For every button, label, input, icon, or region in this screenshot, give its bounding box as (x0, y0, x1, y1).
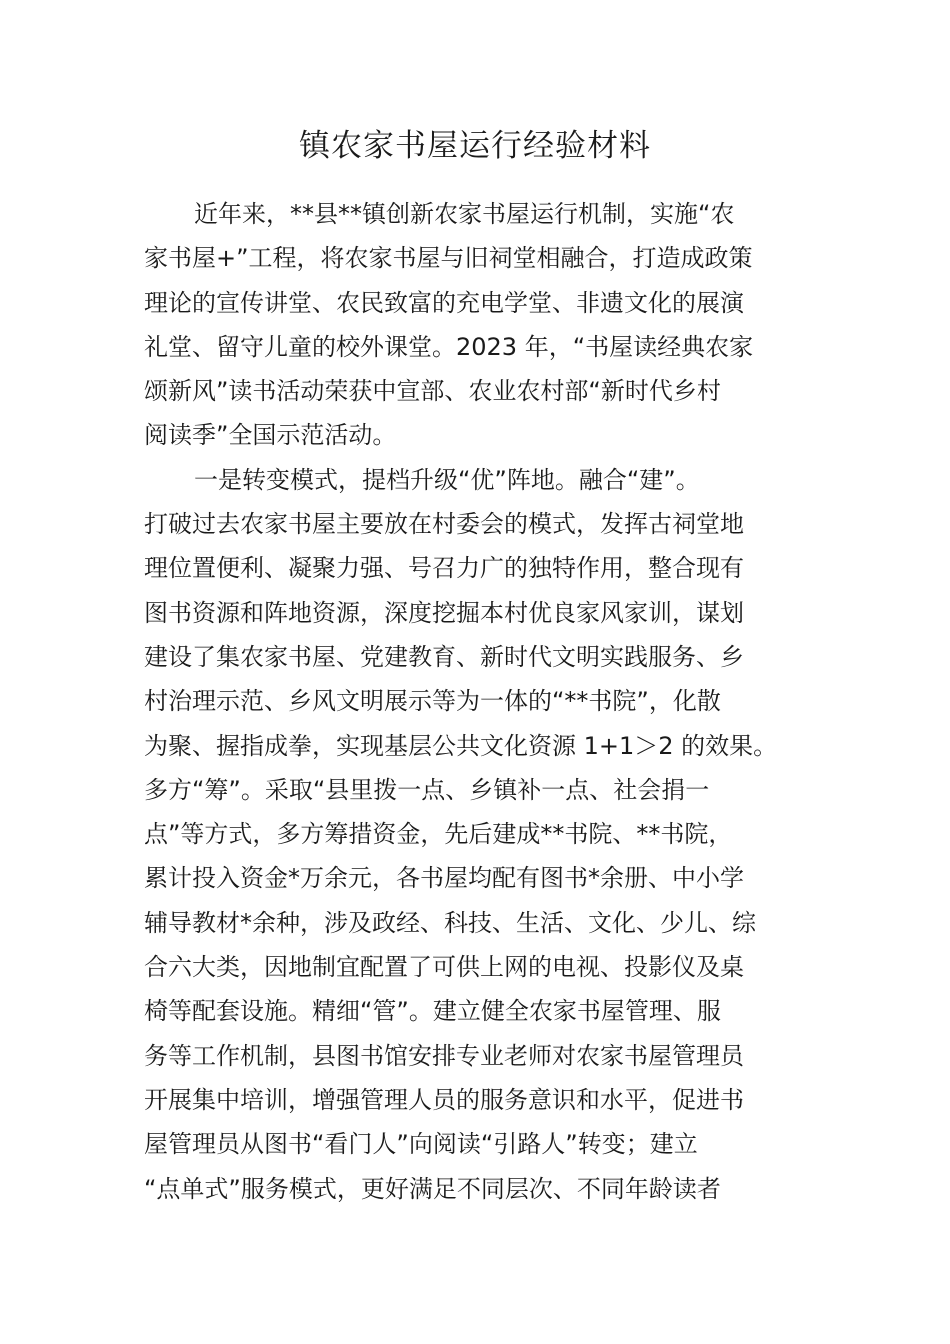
paragraph-2-line-4: 图书资源和阵地资源，深度挖掘本村优良家风家训，谋划 (144, 598, 744, 627)
paragraph-2-line-12: 合六大类，因地制宜配置了可供上网的电视、投影仪及桌 (144, 953, 744, 982)
paragraph-2-line-5: 建设了集农家书屋、党建教育、新时代文明实践服务、乡 (144, 642, 744, 671)
paragraph-2-line-8: 多方“筹”。采取“县里拨一点、乡镇补一点、社会捐一 (144, 775, 710, 804)
paragraph-2-line-9: 点”等方式，多方筹措资金，先后建成**书院、**书院， (144, 820, 733, 849)
paragraph-2-line-1: 一是转变模式，提档升级“优”阵地。融合“建”。 (194, 465, 700, 494)
paragraph-1-line-3: 理论的宣传讲堂、农民致富的充电学堂、非遗文化的展演 (144, 288, 744, 317)
paragraph-2-line-6: 村治理示范、乡风文明展示等为一体的“**书院”，化散 (144, 687, 721, 716)
paragraph-2-line-17: “点单式”服务模式，更好满足不同层次、不同年龄读者 (144, 1174, 721, 1203)
paragraph-2-line-7: 为聚、握指成拳，实现基层公共文化资源 1+1＞2 的效果。 (144, 731, 778, 760)
paragraph-1-line-1: 近年来，**县**镇创新农家书屋运行机制，实施“农 (194, 200, 735, 228)
paragraph-2-line-11: 辅导教材*余种，涉及政经、科技、生活、文化、少儿、综 (144, 908, 756, 937)
paragraph-1-line-2: 家书屋+”工程，将农家书屋与旧祠堂相融合，打造成政策 (144, 244, 753, 273)
document-body (144, 192, 814, 1211)
paragraph-1-line-5: 颂新风”读书活动荣获中宣部、农业农村部“新时代乡村 (144, 377, 721, 406)
paragraph-2-line-15: 开展集中培训，增强管理人员的服务意识和水平，促进书 (144, 1085, 744, 1114)
paragraph-2-line-2: 打破过去农家书屋主要放在村委会的模式，发挥古祠堂地 (144, 510, 744, 539)
paragraph-2-line-13: 椅等配套设施。精细“管”。建立健全农家书屋管理、服 (144, 997, 721, 1026)
paragraph-1-line-6: 阅读季”全国示范活动。 (144, 421, 397, 450)
paragraph-1-line-4: 礼堂、留守儿童的校外课堂。2023 年，“书屋读经典农家 (144, 332, 754, 361)
paragraph-2-line-16: 屋管理员从图书“看门人”向阅读“引路人”转变；建立 (144, 1130, 698, 1159)
paragraph-2-line-14: 务等工作机制，县图书馆安排专业老师对农家书屋管理员 (144, 1041, 744, 1070)
paragraph-2-line-10: 累计投入资金*万余元，各书屋均配有图书*余册、中小学 (144, 864, 744, 893)
paragraph-2-line-3: 理位置便利、凝聚力强、号召力广的独特作用，整合现有 (144, 554, 744, 583)
document-title: 镇农家书屋运行经验材料 (299, 128, 651, 164)
